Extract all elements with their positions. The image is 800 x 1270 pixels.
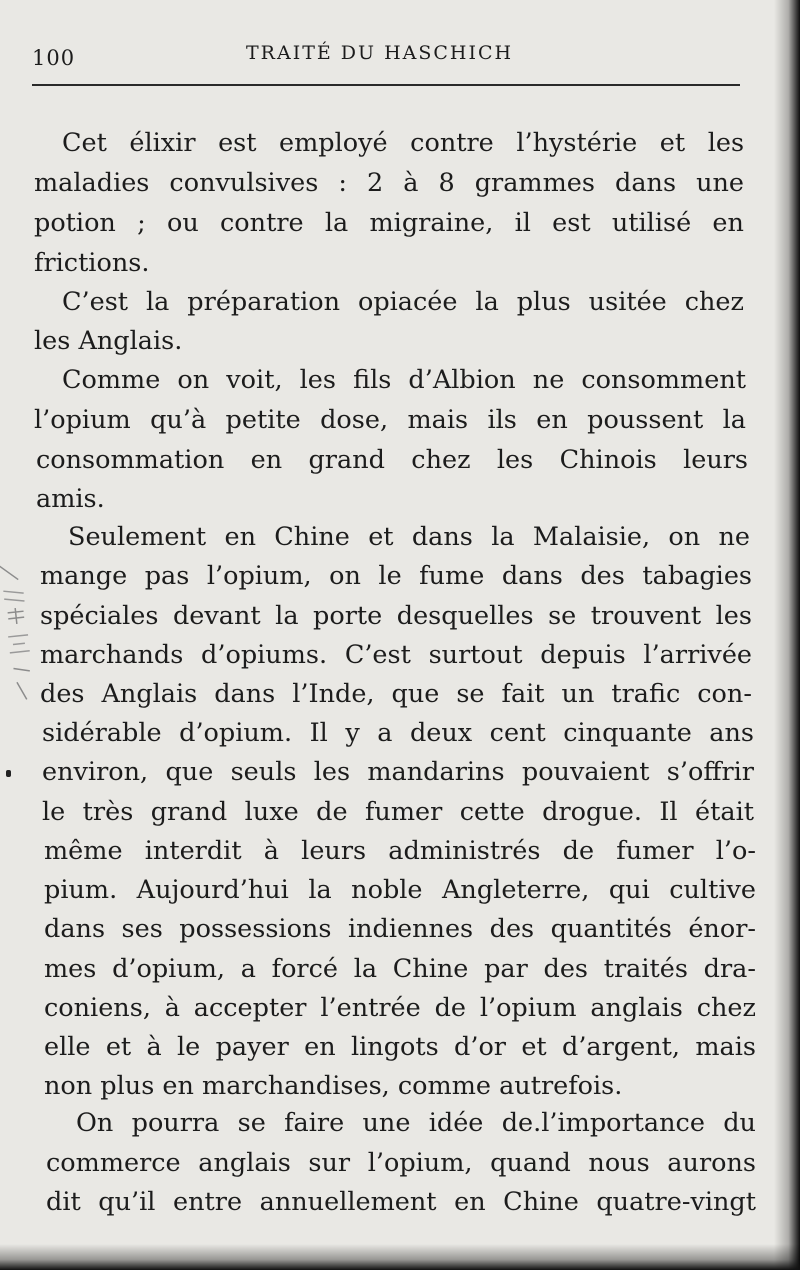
- page-edge-shadow: [774, 0, 800, 1270]
- header-rule: [32, 84, 740, 86]
- text-line: maladies convulsives : 2 à 8 grammes dans une: [34, 168, 745, 198]
- text-line: Cet élixir est employé contre l’hystérie et les: [62, 128, 745, 158]
- running-title: TRAITÉ DU HASCHICH: [246, 42, 514, 64]
- text-line: consommation en grand chez les Chinois leurs: [36, 445, 749, 475]
- text-line: C’est la préparation opiacée la plus usitée chez: [62, 287, 744, 317]
- text-line: le très grand luxe de fumer cette drogue. Il était: [42, 797, 754, 827]
- library-stamp-mark: [0, 559, 40, 711]
- text-line: pium. Aujourd’hui la noble Angleterre, qui cultive: [44, 875, 756, 905]
- text-line: dans ses possessions indiennes des quantités énor-: [44, 914, 757, 944]
- text-line: elle et à le payer en lingots d’or et d’argent, mais: [44, 1032, 756, 1062]
- text-line: coniens, à accepter l’entrée de l’opium anglais chez: [44, 993, 756, 1023]
- text-line: les Anglais.: [34, 326, 183, 356]
- text-line: dit qu’il entre annuellement en Chine quatre-vingt: [46, 1187, 756, 1217]
- text-line: amis.: [36, 484, 105, 514]
- text-line: commerce anglais sur l’opium, quand nous aurons: [46, 1148, 756, 1178]
- text-line: mange pas l’opium, on le fume dans des tabagies: [40, 561, 753, 591]
- text-line: sidérable d’opium. Il y a deux cent cinquante ans: [42, 718, 755, 748]
- text-line: marchands d’opiums. C’est surtout depuis l’arrivée: [40, 640, 752, 670]
- stamp-glyph-icon: [0, 559, 40, 711]
- text-line: frictions.: [34, 248, 150, 278]
- text-line: On pourra se faire une idée de.l’importance du: [76, 1108, 756, 1138]
- text-line: Seulement en Chine et dans la Malaisie, on ne: [68, 522, 751, 552]
- text-line: mes d’opium, a forcé la Chine par des traités dra-: [44, 954, 756, 984]
- text-line: potion ; ou contre la migraine, il est utilisé en: [34, 208, 744, 238]
- page-bottom-shadow: [0, 1244, 800, 1270]
- text-line: l’opium qu’à petite dose, mais ils en poussent la: [34, 405, 746, 435]
- text-line: Comme on voit, les fils d’Albion ne consomment: [62, 365, 746, 395]
- text-line: spéciales devant la porte desquelles se trouvent les: [40, 601, 752, 631]
- ink-speck: [6, 770, 11, 777]
- text-line: non plus en marchandises, comme autrefois.: [44, 1071, 623, 1101]
- text-line: même interdit à leurs administrés de fumer l’o-: [44, 836, 756, 866]
- page-number: 100: [32, 46, 76, 70]
- text-line: environ, que seuls les mandarins pouvaient s’offrir: [42, 757, 754, 787]
- text-line: des Anglais dans l’Inde, que se fait un trafic con-: [40, 679, 752, 709]
